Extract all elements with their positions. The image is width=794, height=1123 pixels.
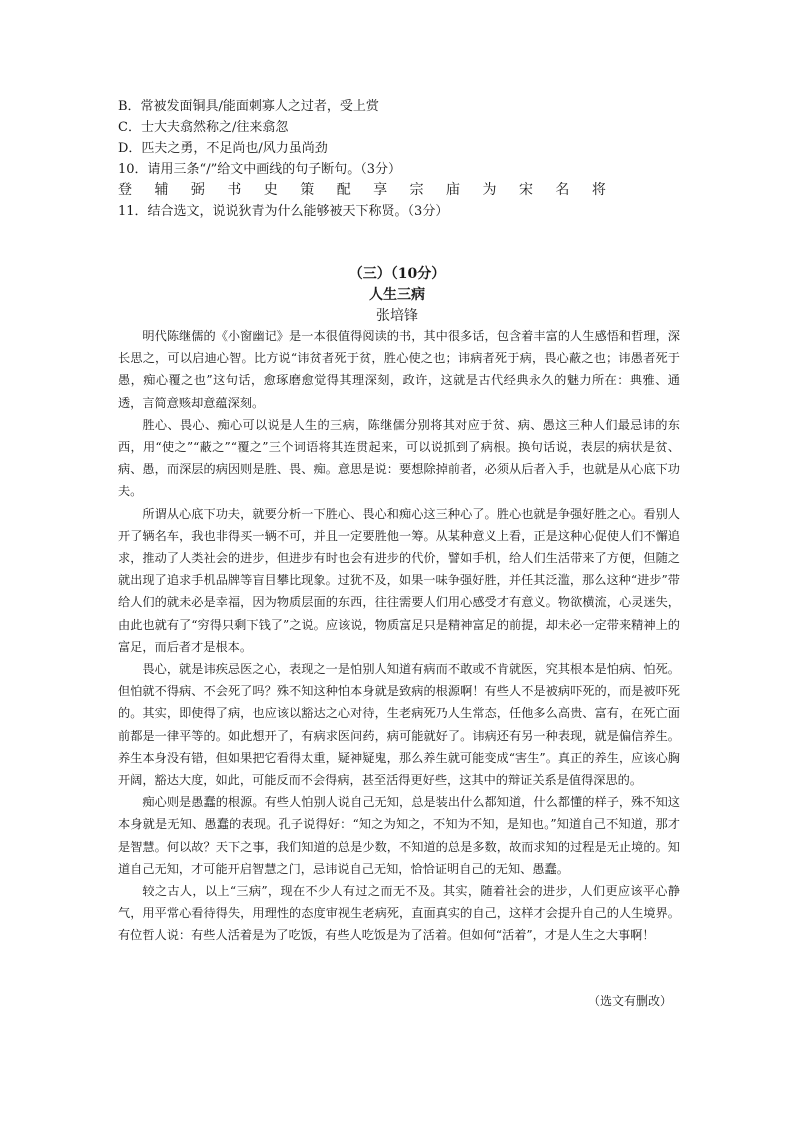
paragraph: 痴心则是愚蠢的根源。有些人怕别人说自己无知，总是装出什么都知道，什么都懂的样子，殊不知这本身就是无知、愚蠢的表现。孔子说得好：“知之为知之，不知为不知，是知也。”知道自己不知道，那才是智慧。何以故？天下之事，我们知道的总是少数，不知道的总是多数，故而求知的过程是无止境的。知道自己无知，才可能开启智慧之门，忌讳说自己无知，恰恰证明自己的无知、愚蠢。 bbox=[118, 795, 680, 876]
question-10-sentence: 登 辅 弼 书 史 策 配 享 宗 庙 为 宋 名 将 bbox=[118, 182, 615, 198]
question-10-prompt: 10．请用三条“/”给文中画线的句子断句。（3分） bbox=[118, 162, 401, 177]
paragraph: 较之古人，以上“三病”，现在不少人有过之而无不及。其实，随着社会的进步，人们更应该平心静气，用平常心看待得失，用理性的态度审视生老病死，直面真实的自己，这样才会提升自己的人生境界。有位哲人说：有些人活着是为了吃饭，有些人吃饭是为了活着。但如何“活着”，才是人生之大事啊！ bbox=[118, 884, 680, 943]
paragraph: 畏心，就是讳疾忌医之心，表现之一是怕别人知道有病而不敢或不肯就医，究其根本是怕病、怕死。但怕就不得病、不会死了吗？殊不知这种怕本身就是致病的根源啊！有些人不是被病吓死的，而是被吓死的。其实，即使得了病，也应该以豁达之心对待，生老病死乃人生常态，任他多么高贵、富有，在死亡面前都是一律平等的。如此想开了，有病求医问药，病可能就好了。讳病还有另一种表现，就是偏信养生。养生本身没有错，但如果把它看得太重，疑神疑鬼，那么养生就可能变成“害生”。真正的养生，应该心胸开阔，豁达大度，如此，可能反而不会得病，甚至活得更好些，这其中的辩证关系是值得深思的。 bbox=[118, 662, 680, 788]
article-title: 人生三病 bbox=[369, 287, 425, 303]
option-d: D．匹夫之勇，不足尚也/风力虽尚劲 bbox=[118, 141, 328, 156]
article-author: 张培锋 bbox=[376, 308, 418, 324]
option-c: C．士大夫翕然称之/往来翕忽 bbox=[118, 120, 289, 135]
paragraph: 所谓从心底下功夫，就要分析一下胜心、畏心和痴心这三种心了。胜心也就是争强好胜之心。看别人开了辆名车，我也非得买一辆不可，并且一定要胜他一筹。从某种意义上看，正是这种心促使人们不懈追求，推动了人类社会的进步，但进步有时也会有进步的代价，譬如手机，给人们生活带来了方便，但随之就出现了追求手机品牌等盲目攀比现象。过犹不及，如果一味争强好胜，并任其泛滥，那么这种“进步”带给人们的就未必是幸福，因为物质层面的东西，往往需要人们用心感受才有意义。物欲横流，心灵迷失，由此也就有了“穷得只剩下钱了”之说。应该说，物质富足只是精神富足的前提，却未必一定带来精神上的富足，而后者才是根本。 bbox=[118, 506, 680, 654]
question-11-prompt: 11．结合选文，说说狄青为什么能够被天下称贤。（3分） bbox=[118, 204, 449, 219]
paragraph: 胜心、畏心、痴心可以说是人生的三病，陈继儒分别将其对应于贫、病、愚这三种人们最忌讳的东西，用“使之”“蔽之”“覆之”三个词语将其连贯起来，可以说抓到了病根。换句话说，表层的病状是贫、病、愚，而深层的病因则是胜、畏、痴。意思是说：要想除掉前者，必须从后者入手，也就是从心底下功夫。 bbox=[118, 417, 680, 499]
source-note: （选文有删改） bbox=[587, 994, 672, 1008]
option-b: B．常被发面铜具/能面刺寡人之过者，受上赏 bbox=[118, 99, 379, 114]
paragraph: 明代陈继儒的《小窗幽记》是一本很值得阅读的书，其中很多话，包含着丰富的人生感悟和哲理，深长思之，可以启迪心智。比方说“讳贫者死于贫，胜心使之也；讳病者死于病，畏心蔽之也；讳愚者死于愚，痴心覆之也”这句话，愈琢磨愈觉得其理深刻，政许，这就是古代经典永久的魅力所在：典雅、通透，言简意赅却意蕴深刻。 bbox=[118, 329, 680, 410]
section-heading: （三）（10分） bbox=[348, 266, 446, 282]
article-body bbox=[118, 325, 680, 947]
